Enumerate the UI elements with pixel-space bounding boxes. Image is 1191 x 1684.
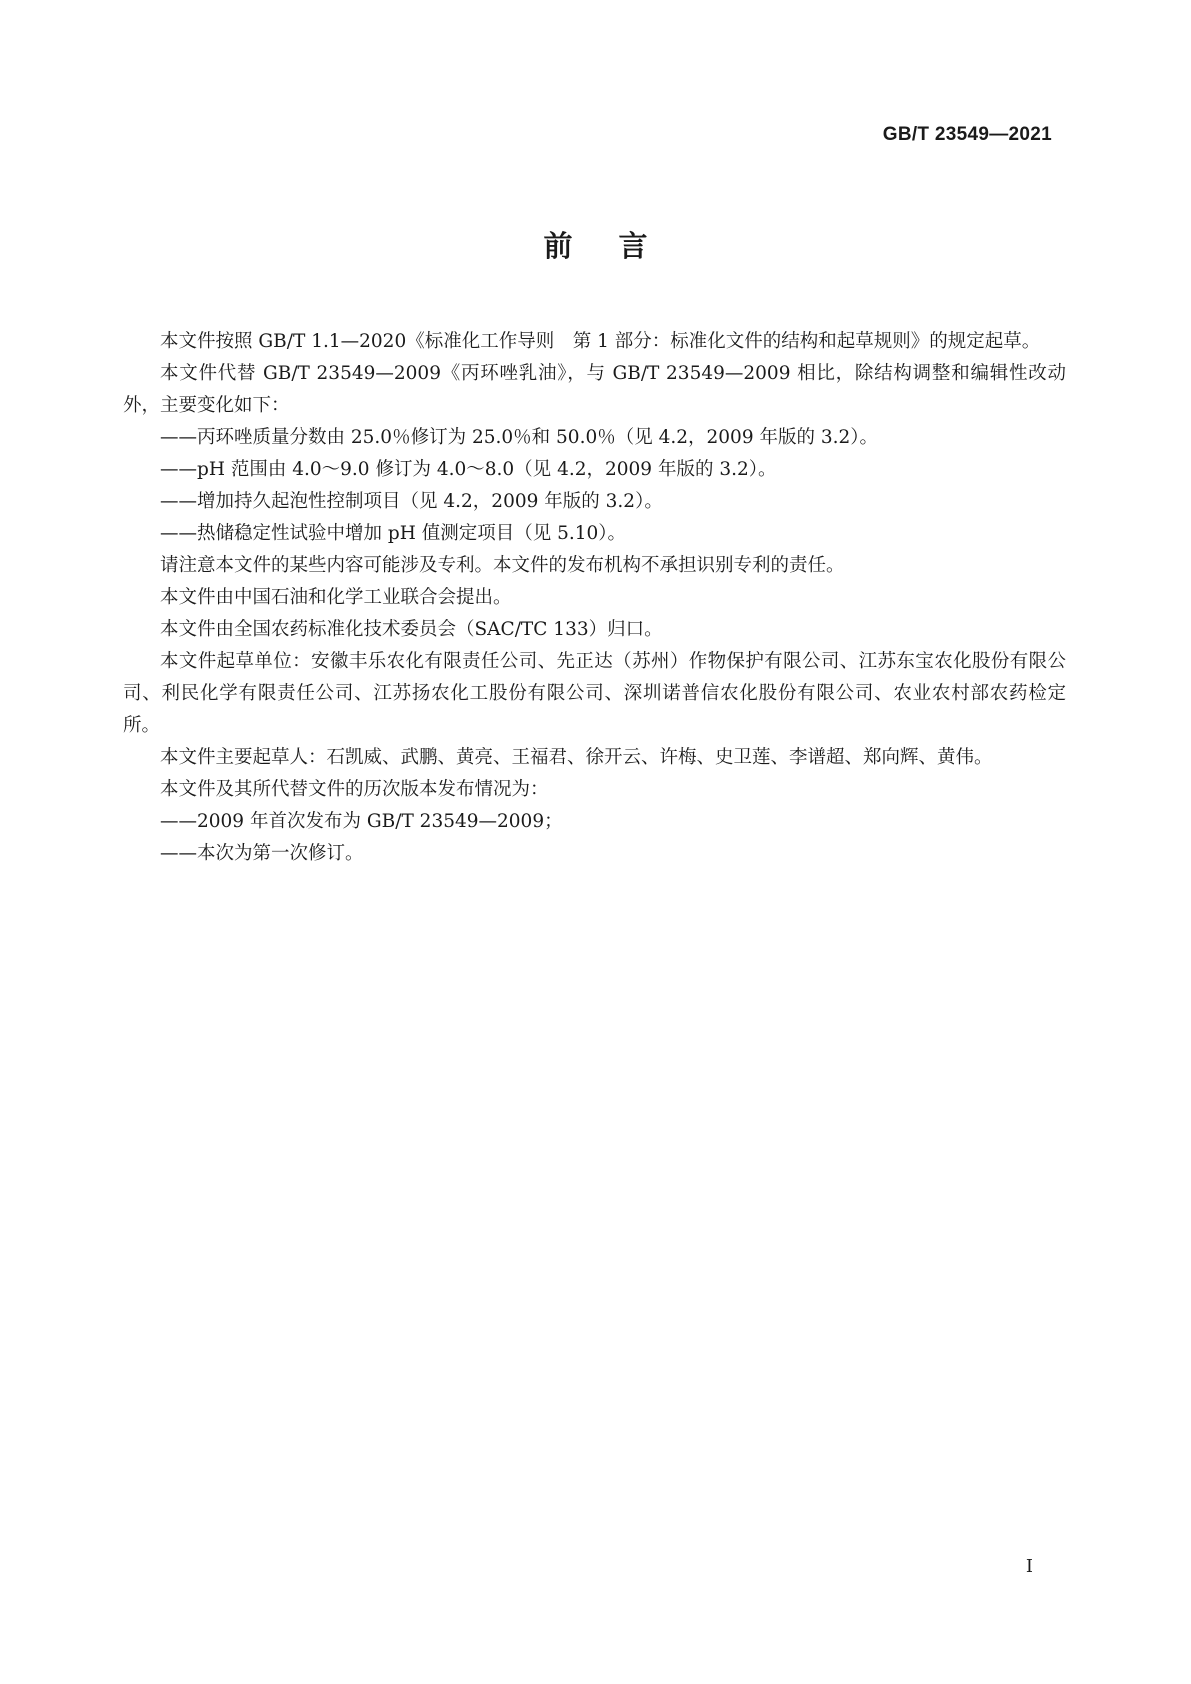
change-item-mass-fraction: ——丙环唑质量分数由 25.0％修订为 25.0％和 50.0％（见 4.2，2009 年版的 3.2）。 bbox=[160, 427, 879, 448]
change-item-heat-storage: ——热储稳定性试验中增加 pH 值测定项目（见 5.10）。 bbox=[160, 523, 627, 544]
history-item-first-revision: ——本次为第一次修订。 bbox=[160, 843, 364, 864]
paragraph-version-history: 本文件及其所代替文件的历次版本发布情况为： bbox=[160, 779, 549, 800]
paragraph-drafters: 本文件主要起草人：石凯威、武鹏、黄亮、王福君、徐开云、许梅、史卫莲、李谱超、郑向辉、黄伟。 bbox=[160, 747, 993, 768]
paragraph-drafting-rules: 本文件按照 GB/T 1.1—2020《标准化工作导则 第 1 部分：标准化文件的结构和起草规则》的规定起草。 bbox=[160, 331, 1041, 352]
history-item-first-release: ——2009 年首次发布为 GB/T 23549—2009； bbox=[160, 811, 563, 832]
paragraph-proposed-by: 本文件由中国石油和化学工业联合会提出。 bbox=[160, 587, 512, 608]
foreword-body bbox=[123, 326, 1066, 870]
change-item-ph-range: ——pH 范围由 4.0～9.0 修订为 4.0～8.0（见 4.2，2009 年版的 3.2）。 bbox=[160, 459, 777, 480]
paragraph-administered-by: 本文件由全国农药标准化技术委员会（SAC/TC 133）归口。 bbox=[160, 619, 663, 640]
change-item-foaming: ——增加持久起泡性控制项目（见 4.2，2009 年版的 3.2）。 bbox=[160, 491, 663, 512]
page-title: 前言 bbox=[543, 229, 694, 263]
paragraph-drafting-units: 本文件起草单位：安徽丰乐农化有限责任公司、先正达（苏州）作物保护有限公司、江苏东宝农化股份有限公司、利民化学有限责任公司、江苏扬农化工股份有限公司、深圳诺普信农化股份有限公司、农业农村部农药检定所。 bbox=[123, 651, 1066, 736]
paragraph-patent-notice: 请注意本文件的某些内容可能涉及专利。本文件的发布机构不承担识别专利的责任。 bbox=[160, 555, 845, 576]
paragraph-replacement: 本文件代替 GB/T 23549—2009《丙环唑乳油》，与 GB/T 23549—2009 相比，除结构调整和编辑性改动外，主要变化如下： bbox=[123, 363, 1066, 416]
page-number: I bbox=[1025, 1556, 1033, 1577]
standard-number: GB/T 23549—2021 bbox=[882, 124, 1052, 145]
